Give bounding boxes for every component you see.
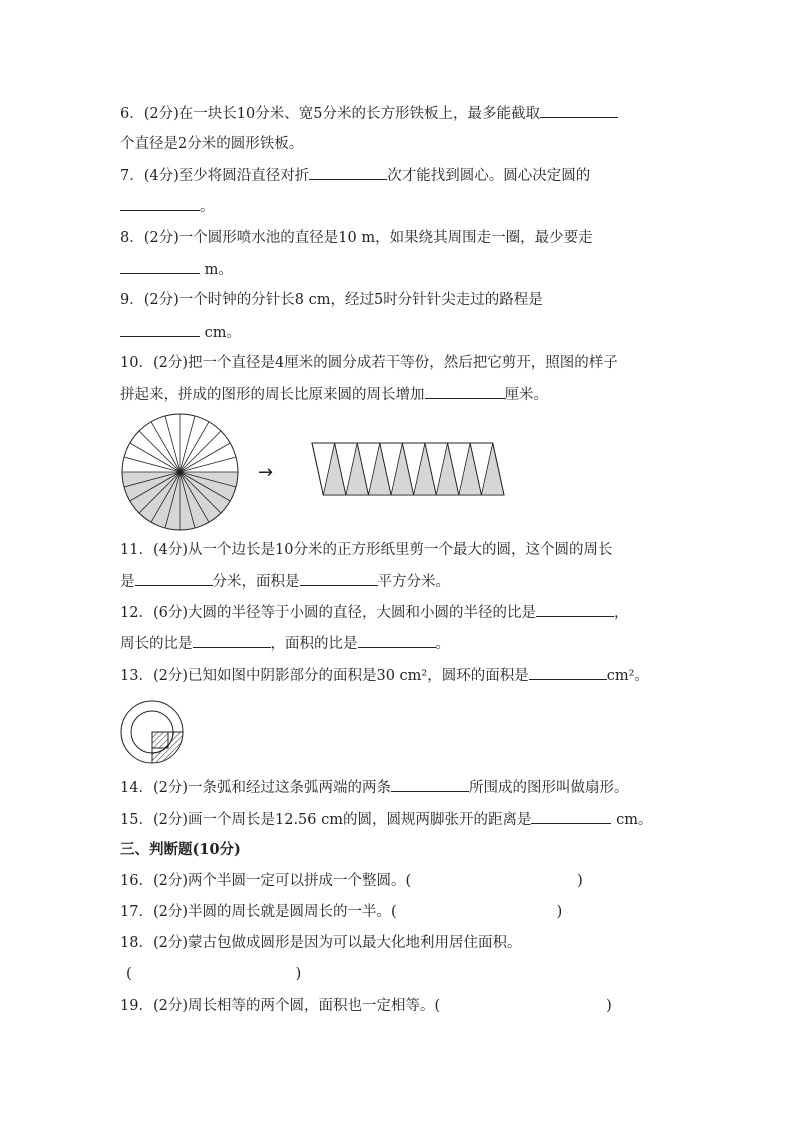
- question-13-line-1: 13．(2分)已知如图中阴影部分的面积是30 cm²，圆环的面积是 cm²。: [120, 665, 649, 686]
- answer-blank-12a[interactable]: [536, 602, 614, 617]
- answer-blank-11b[interactable]: [300, 571, 378, 586]
- question-6-line-1: 6．(2分)在一块长10分米、宽5分米的长方形铁板上，最多能截取: [120, 103, 618, 124]
- section-title-judgment: 三、判断题(10分): [120, 841, 241, 858]
- question-15-line-1: 15．(2分)画一个周长是12.56 cm的圆，圆规两脚张开的距离是 cm。: [120, 809, 652, 830]
- answer-blank-8[interactable]: [120, 259, 200, 274]
- answer-blank-7a[interactable]: [309, 165, 387, 180]
- question-11-line-2: 是 分米，面积是 平方分米。: [120, 571, 450, 592]
- answer-blank-11a[interactable]: [135, 571, 213, 586]
- question-18-line-1: 18．(2分)蒙古包做成圆形是因为可以最大化地利用居住面积。: [120, 935, 522, 951]
- answer-blank-13[interactable]: [529, 665, 607, 680]
- answer-blank-9[interactable]: [120, 322, 200, 337]
- answer-blank-10[interactable]: [425, 384, 505, 399]
- answer-blank-6[interactable]: [540, 103, 618, 118]
- sector-circle-figure: [118, 412, 242, 532]
- question-9-line-2: cm。: [120, 322, 241, 343]
- question-18-line-2: ( ): [126, 966, 302, 982]
- question-10-line-2: 拼起来，拼成的图形的周长比原来圆的周长增加 厘米。: [120, 384, 548, 405]
- question-12-line-2: 周长的比是 ，面积的比是 。: [120, 633, 450, 654]
- answer-blank-15[interactable]: [531, 809, 611, 824]
- question-11-line-1: 11．(4分)从一个边长是10分米的正方形纸里剪一个最大的圆，这个圆的周长: [120, 542, 613, 558]
- question-12-line-1: 12．(6分)大圆的半径等于小圆的直径，大圆和小圆的半径的比是 ，: [120, 602, 629, 623]
- answer-blank-7b[interactable]: [120, 196, 200, 211]
- question-19: 19．(2分)周长相等的两个圆，面积也一定相等。( ): [120, 998, 612, 1014]
- sector-line: [165, 416, 180, 472]
- question-14-line-1: 14．(2分)一条弧和经过这条弧两端的两条 所围成的图形叫做扇形。: [120, 777, 629, 798]
- sector-line: [124, 457, 180, 472]
- shaded-square: [152, 732, 168, 748]
- sector-line: [180, 457, 236, 472]
- question-9-line-1: 9．(2分)一个时钟的分针长8 cm，经过5时分针针尖走过的路程是: [120, 292, 543, 308]
- question-17: 17．(2分)半圆的周长就是圆周长的一半。( ): [120, 904, 563, 920]
- arrow-icon: →: [258, 462, 274, 483]
- answer-blank-14[interactable]: [391, 777, 469, 792]
- question-7-line-1: 7．(4分)至少将圆沿直径对折 次才能找到圆心。圆心决定圆的: [120, 165, 590, 186]
- sector-line: [180, 416, 195, 472]
- question-6-line-2: 个直径是2分米的圆形铁板。: [120, 136, 304, 152]
- question-8-line-2: m。: [120, 259, 233, 280]
- question-16: 16．(2分)两个半圆一定可以拼成一个整圆。( ): [120, 873, 583, 889]
- question-7-line-2: 。: [120, 196, 215, 217]
- answer-blank-12b[interactable]: [193, 633, 271, 648]
- rearranged-strip-figure: [308, 440, 508, 498]
- question-8-line-1: 8．(2分)一个圆形喷水池的直径是10 m，如果绕其周围走一圈，最少要走: [120, 230, 593, 246]
- question-10-line-1: 10．(2分)把一个直径是4厘米的圆分成若干等份，然后把它剪开，照图的样子: [120, 355, 618, 371]
- answer-blank-12c[interactable]: [358, 633, 436, 648]
- annulus-figure: [118, 698, 186, 766]
